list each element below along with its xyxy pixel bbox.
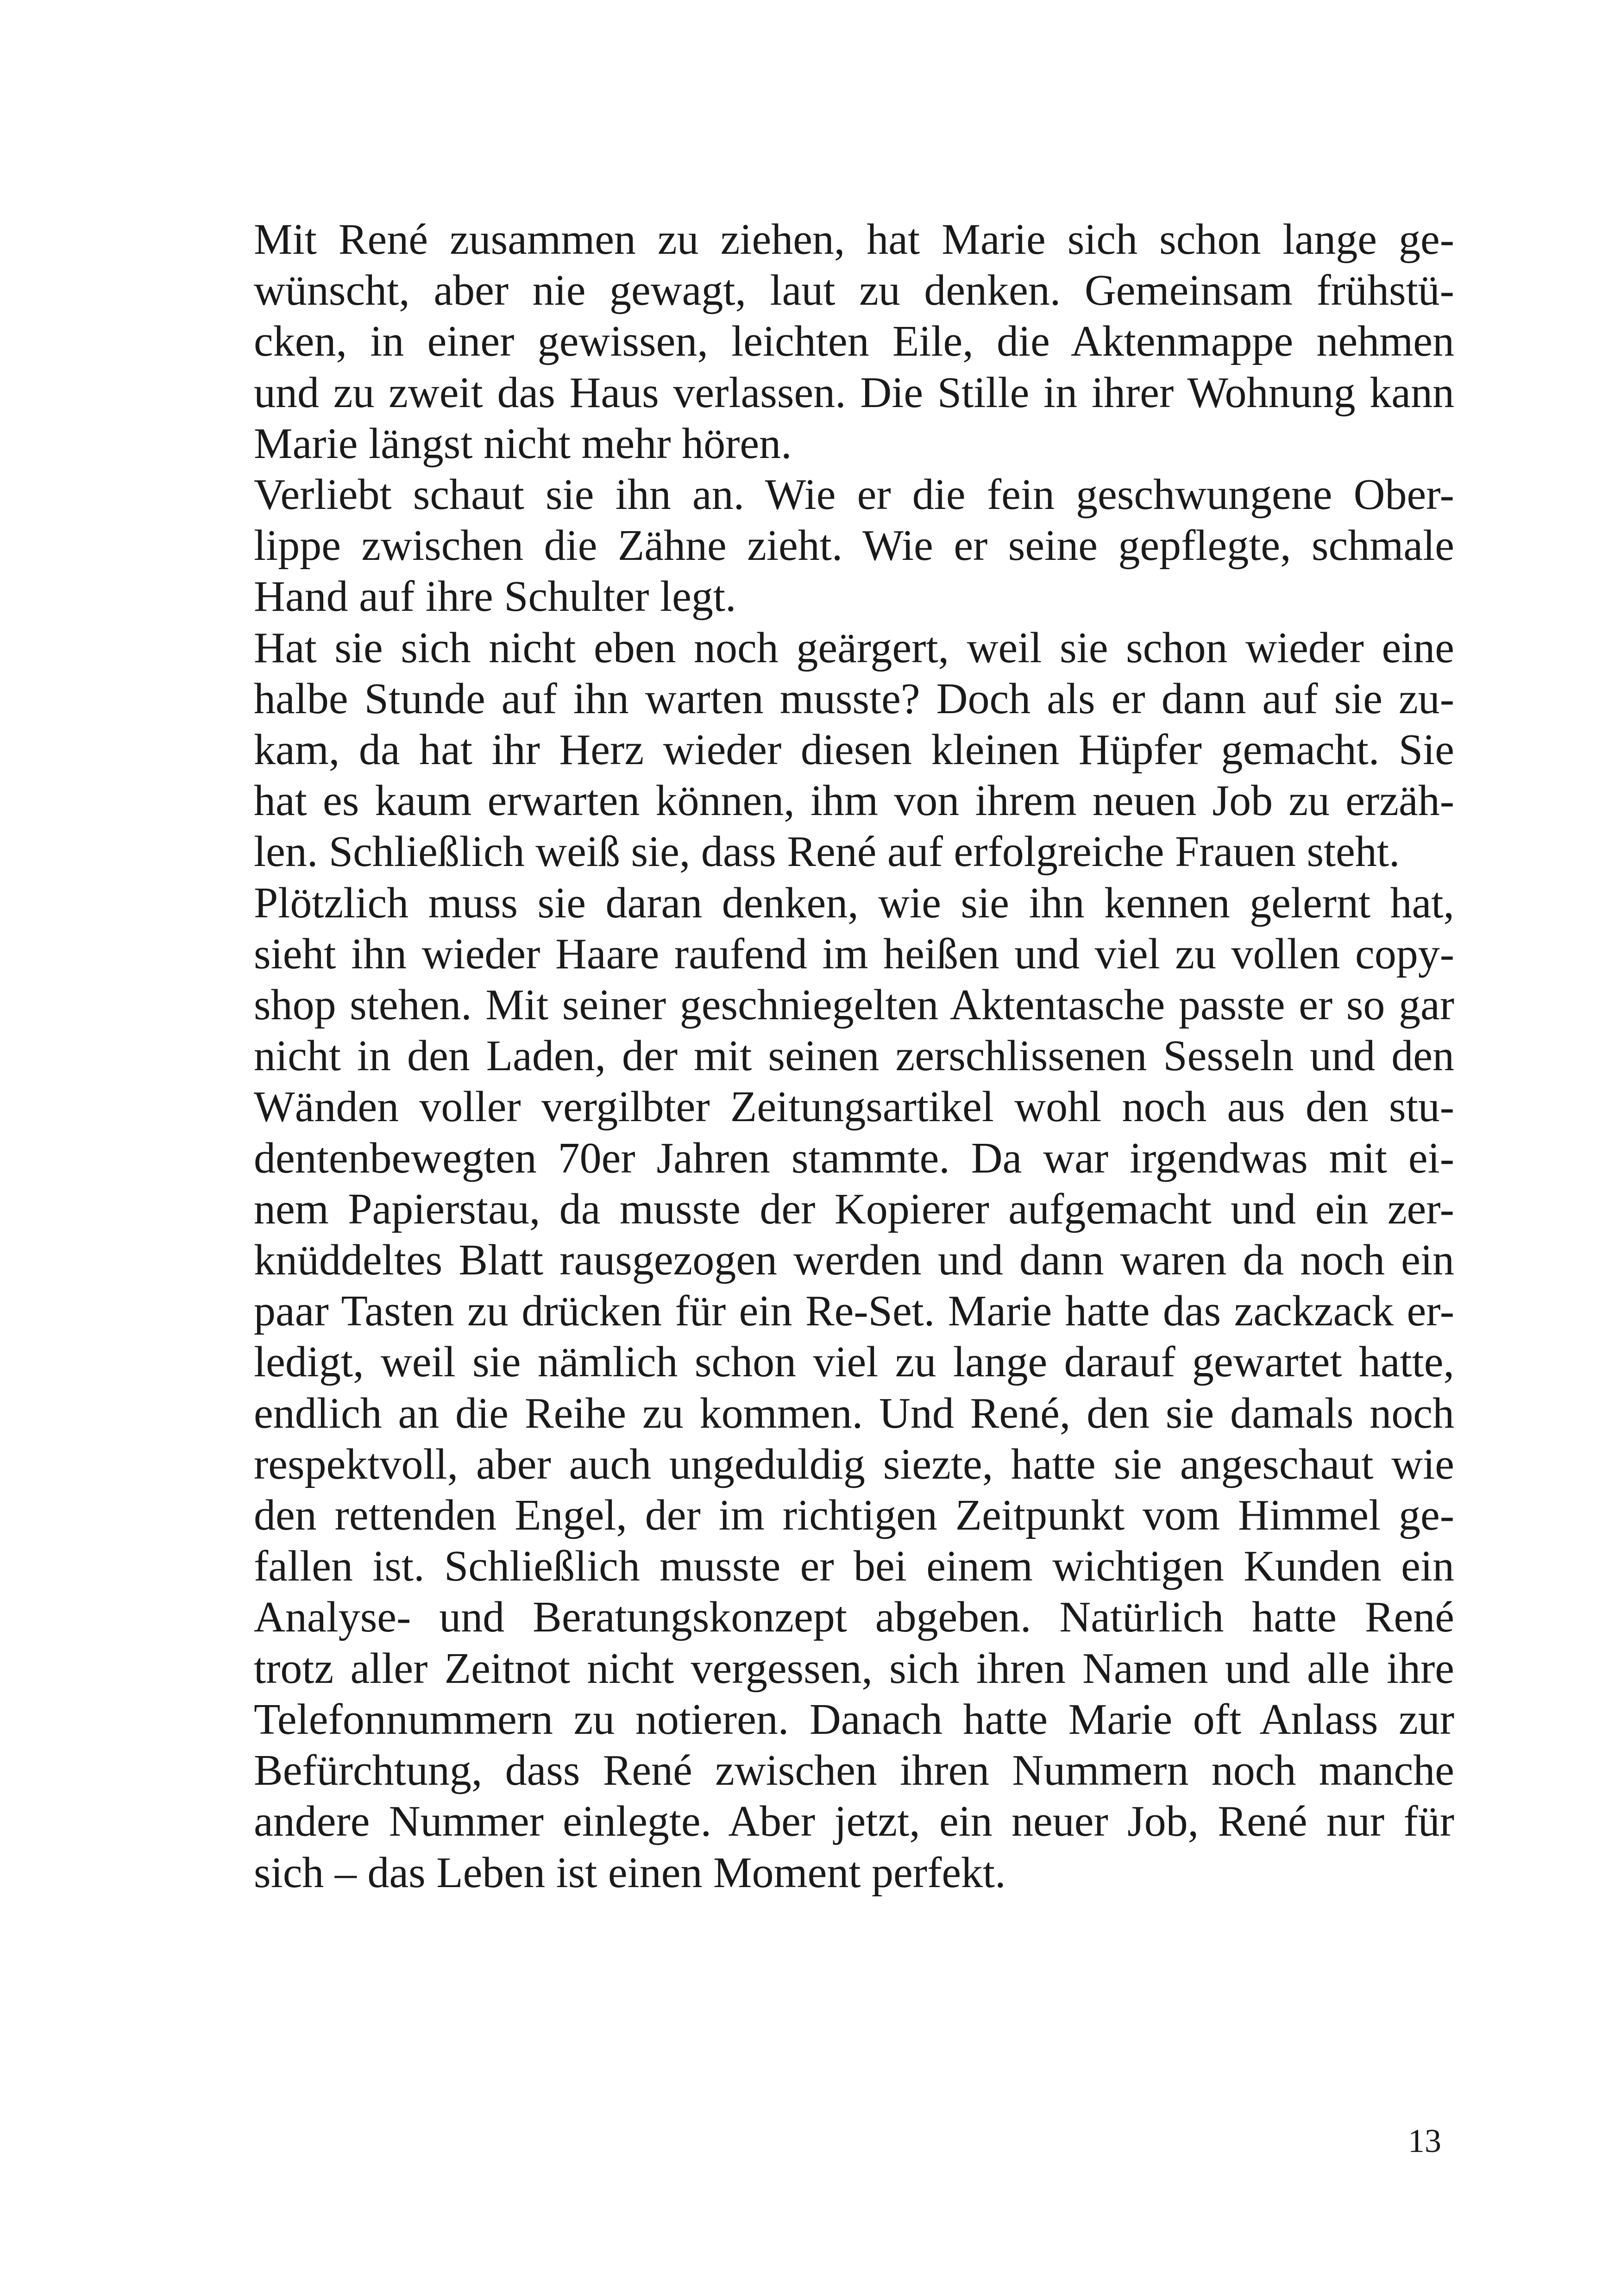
text-line: fallen ist. Schließlich musste er bei einem wichtigen Kunden ein: [254, 1542, 1454, 1591]
paragraph: [186, 878, 1454, 1898]
text-line: trotz aller Zeitnot nicht vergessen, sich ihren Namen und alle ihre: [254, 1644, 1454, 1693]
text-line: respektvoll, aber auch ungeduldig siezte, hatte sie angeschaut wie: [254, 1440, 1454, 1488]
text-line: dentenbewegten 70er Jahren stammte. Da war irgendwas mit ei-: [254, 1134, 1454, 1182]
text-line: hat es kaum erwarten können, ihm von ihrem neuen Job zu erzäh-: [254, 777, 1454, 825]
text-line: Hat sie sich nicht eben noch geärgert, weil sie schon wieder eine: [254, 623, 1454, 672]
text-line: und zu zweit das Haus verlassen. Die Stille in ihrer Wohnung kann: [254, 368, 1454, 417]
text-line: nem Papierstau, da musste der Kopierer aufgemacht und ein zer-: [254, 1185, 1454, 1233]
text-line: sieht ihn wieder Haare raufend im heißen und viel zu vollen copy-: [254, 929, 1454, 978]
text-line: andere Nummer einlegte. Aber jetzt, ein neuer Job, René nur für: [254, 1797, 1454, 1846]
text-line: cken, in einer gewissen, leichten Eile, die Aktenmappe nehmen: [254, 317, 1454, 366]
text-line: nicht in den Laden, der mit seinen zerschlissenen Sesseln und den: [254, 1032, 1454, 1080]
text-line: halbe Stunde auf ihn warten musste? Doch als er dann auf sie zu-: [254, 674, 1454, 723]
text-line: Mit René zusammen zu ziehen, hat Marie sich schon lange ge-: [254, 215, 1454, 263]
paragraph: [186, 214, 1454, 469]
text-line: Verliebt schaut sie ihn an. Wie er die fein geschwungene Ober-: [254, 470, 1454, 519]
text-line: len. Schließlich weiß sie, dass René auf erfolgreiche Frauen steht.: [254, 828, 1400, 876]
text-line: Marie längst nicht mehr hören.: [254, 419, 792, 468]
text-line: Analyse- und Beratungskonzept abgeben. Natürlich hatte René: [254, 1593, 1454, 1642]
text-line: Plötzlich muss sie daran denken, wie sie ihn kennen gelernt hat,: [254, 878, 1454, 927]
page-number: 13: [1408, 2122, 1441, 2159]
text-line: shop stehen. Mit seiner geschniegelten Aktentasche passte er so gar: [254, 981, 1454, 1029]
text-line: endlich an die Reihe zu kommen. Und René, den sie damals noch: [254, 1389, 1454, 1437]
text-line: Telefonnummern zu notieren. Danach hatte Marie oft Anlass zur: [254, 1695, 1454, 1744]
body-text: [186, 214, 1454, 1898]
text-line: Hand auf ihre Schulter legt.: [254, 572, 736, 621]
text-line: den rettenden Engel, der im richtigen Zeitpunkt vom Himmel ge-: [254, 1491, 1454, 1540]
text-line: kam, da hat ihr Herz wieder diesen kleinen Hüpfer gemacht. Sie: [254, 726, 1454, 774]
text-line: wünscht, aber nie gewagt, laut zu denken. Gemeinsam frühstü-: [254, 266, 1454, 315]
paragraph: [186, 622, 1454, 878]
text-line: lippe zwischen die Zähne zieht. Wie er seine gepflegte, schmale: [254, 521, 1454, 570]
text-line: Befürchtung, dass René zwischen ihren Nummern noch manche: [254, 1746, 1454, 1795]
text-line: Wänden voller vergilbter Zeitungsartikel wohl noch aus den stu-: [254, 1083, 1454, 1131]
text-line: ledigt, weil sie nämlich schon viel zu lange darauf gewartet hatte,: [254, 1338, 1454, 1386]
paragraph: [186, 469, 1454, 622]
text-line: knüddeltes Blatt rausgezogen werden und dann waren da noch ein: [254, 1236, 1454, 1285]
text-line: paar Tasten zu drücken für ein Re-Set. Marie hatte das zackzack er-: [254, 1287, 1454, 1336]
text-line: sich – das Leben ist einen Moment perfekt.: [254, 1848, 1006, 1897]
